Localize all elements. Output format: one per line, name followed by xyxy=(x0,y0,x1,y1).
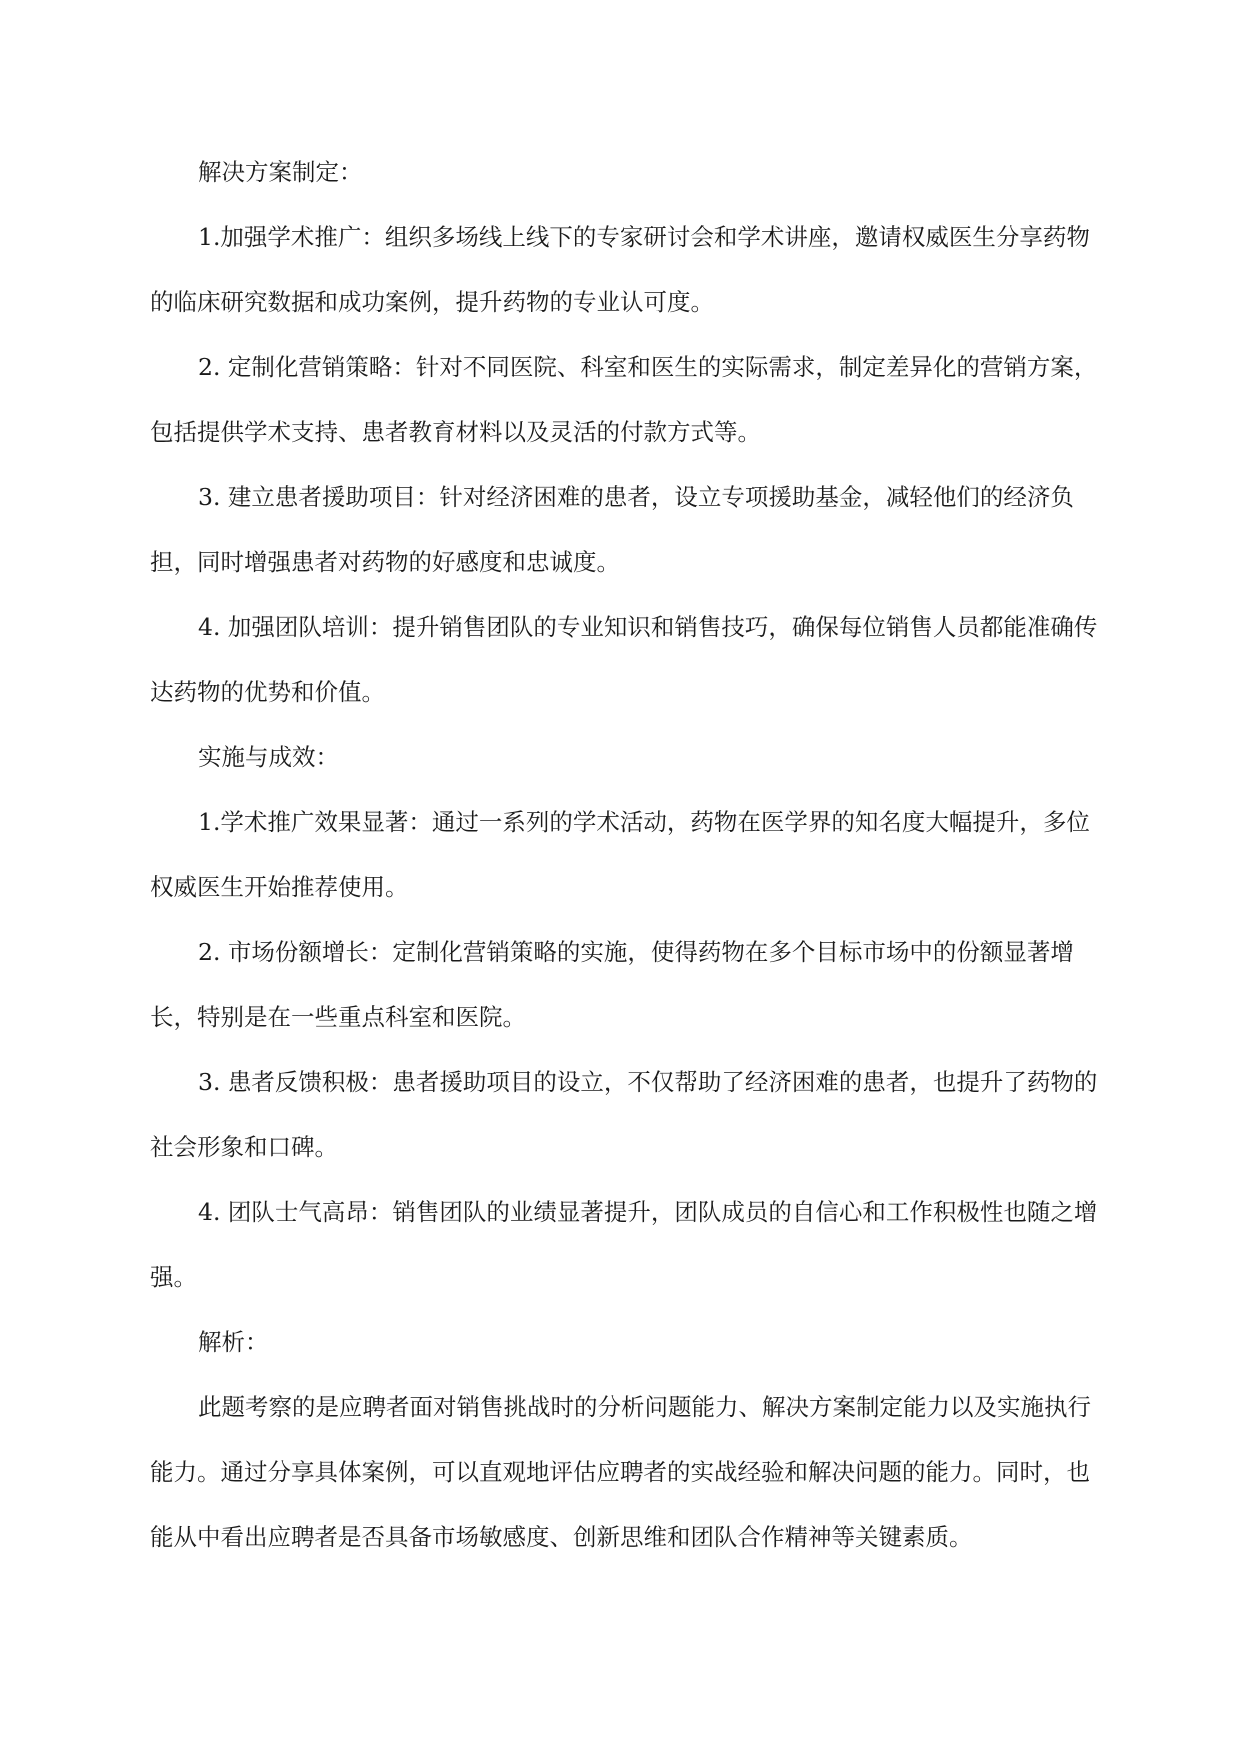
result-item-2: 2. 市场份额增长：定制化营销策略的实施，使得药物在多个目标市场中的份额显著增长，特别是在一些重点科室和医院。 xyxy=(150,938,1074,1031)
solution-item-1: 1.加强学术推广：组织多场线上线下的专家研讨会和学术讲座，邀请权威医生分享药物的临床研究数据和成功案例，提升药物的专业认可度。 xyxy=(150,223,1090,316)
result-item-3: 3. 患者反馈积极：患者援助项目的设立，不仅帮助了经济困难的患者，也提升了药物的社会形象和口碑。 xyxy=(150,1068,1098,1161)
section-heading-analysis: 解析： xyxy=(198,1328,269,1356)
document-page xyxy=(150,140,1100,1570)
result-item-4: 4. 团队士气高昂：销售团队的业绩显著提升，团队成员的自信心和工作积极性也随之增强。 xyxy=(150,1198,1098,1291)
solution-item-3: 3. 建立患者援助项目：针对经济困难的患者，设立专项援助基金，减轻他们的经济负担，同时增强患者对药物的好感度和忠诚度。 xyxy=(150,483,1074,576)
analysis-paragraph: 此题考察的是应聘者面对销售挑战时的分析问题能力、解决方案制定能力以及实施执行能力。通过分享具体案例，可以直观地评估应聘者的实战经验和解决问题的能力。同时，也能从中看出应聘者是否具备市场敏感度、创新思维和团队合作精神等关键素质。 xyxy=(150,1393,1091,1551)
solution-item-2: 2. 定制化营销策略：针对不同医院、科室和医生的实际需求，制定差异化的营销方案，包括提供学术支持、患者教育材料以及灵活的付款方式等。 xyxy=(150,353,1098,446)
section-heading-solution: 解决方案制定： xyxy=(198,158,363,186)
section-heading-results: 实施与成效： xyxy=(198,743,339,771)
solution-item-4: 4. 加强团队培训：提升销售团队的专业知识和销售技巧，确保每位销售人员都能准确传达药物的优势和价值。 xyxy=(150,613,1098,706)
result-item-1: 1.学术推广效果显著：通过一系列的学术活动，药物在医学界的知名度大幅提升，多位权威医生开始推荐使用。 xyxy=(150,808,1090,901)
